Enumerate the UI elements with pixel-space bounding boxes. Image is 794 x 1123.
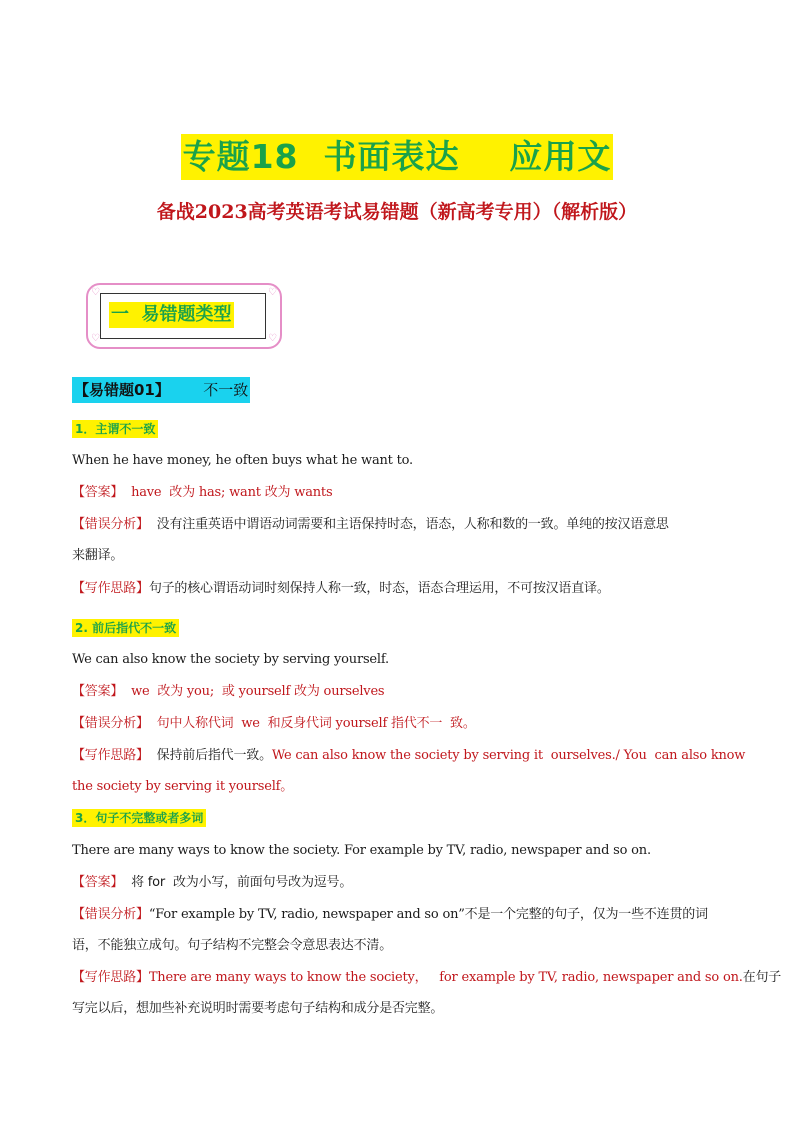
thinking-label: 【写作思路】 bbox=[72, 581, 149, 596]
answer-line bbox=[72, 484, 732, 502]
heart-icon: ♡ bbox=[268, 287, 277, 298]
thinking-example: There are many ways to know the society， for example by TV, radio, newspaper and so on. bbox=[148, 970, 743, 985]
error-item-number: 【易错题01】 bbox=[74, 381, 170, 399]
answer-text: we 改为 you; 或 yourself 改为 ourselves bbox=[123, 684, 385, 699]
answer-label: 【答案】 bbox=[72, 485, 124, 500]
answer-text: 将 for 改为小写，前面句号改为逗号。 bbox=[123, 875, 353, 890]
analysis-text: “For example by TV, radio, newspaper and so on”不是一个完整的句子，仅为一些不连贯的词 bbox=[148, 907, 708, 922]
thinking-line bbox=[72, 747, 746, 765]
analysis-line bbox=[72, 516, 732, 534]
section-heading: 2. 前后指代不一致 bbox=[72, 619, 179, 637]
example-sentence: We can also know the society by serving yourself. bbox=[72, 652, 389, 667]
thinking-label: 【写作思路】 bbox=[72, 970, 149, 985]
thinking-line bbox=[72, 969, 782, 987]
analysis-line-continued: 语，不能独立成句。句子结构不完整会令意思表达不清。 bbox=[72, 938, 393, 953]
answer-label: 【答案】 bbox=[72, 684, 124, 699]
thinking-line-continued: the society by serving it yourself。 bbox=[72, 779, 294, 794]
analysis-label: 【错误分析】 bbox=[72, 517, 149, 532]
heart-icon: ♡ bbox=[91, 287, 100, 298]
analysis-text: 句中人称代词 we 和反身代词 yourself 指代不一 致。 bbox=[148, 716, 476, 731]
analysis-label: 【错误分析】 bbox=[72, 716, 149, 731]
error-item-title bbox=[72, 377, 250, 403]
heart-icon: ♡ bbox=[91, 333, 100, 344]
example-sentence: There are many ways to know the society. For example by TV, radio, newspaper and so on. bbox=[72, 843, 651, 858]
section-heading: 3．句子不完整或者多词 bbox=[72, 809, 206, 827]
answer-text: have 改为 has; want 改为 wants bbox=[123, 485, 333, 500]
title-block bbox=[0, 134, 794, 180]
analysis-line bbox=[72, 906, 732, 924]
section-type-label: 一 易错题类型 bbox=[109, 302, 234, 328]
thinking-line-continued: 写完以后，想加些补充说明时需要考虑句子结构和成分是否完整。 bbox=[72, 1001, 444, 1016]
error-item-topic: 不一致 bbox=[169, 381, 249, 399]
heart-icon: ♡ bbox=[268, 333, 277, 344]
example-sentence: When he have money, he often buys what he want to. bbox=[72, 453, 413, 468]
thinking-text: 在句子 bbox=[742, 970, 782, 985]
analysis-label: 【错误分析】 bbox=[72, 907, 149, 922]
page-title: 专题18 书面表达 应用文 bbox=[181, 134, 614, 180]
thinking-example: We can also know the society by serving it ourselves./ You can also know bbox=[271, 748, 746, 763]
page-subtitle: 备战2023高考英语考试易错题（新高考专用）（解析版） bbox=[156, 201, 638, 223]
decorative-frame bbox=[86, 283, 282, 349]
analysis-line bbox=[72, 715, 732, 733]
answer-label: 【答案】 bbox=[72, 875, 124, 890]
answer-line bbox=[72, 683, 732, 701]
thinking-label: 【写作思路】 bbox=[72, 748, 149, 763]
analysis-text: 没有注重英语中谓语动词需要和主语保持时态，语态，人称和数的一致。单纯的按汉语意思 bbox=[148, 517, 669, 532]
answer-line bbox=[72, 874, 732, 892]
thinking-text: 句子的核心谓语动词时刻保持人称一致，时态，语态合理运用，不可按汉语直译。 bbox=[148, 581, 610, 596]
section-heading: 1．主谓不一致 bbox=[72, 420, 158, 438]
frame-inner-box bbox=[100, 293, 266, 339]
thinking-text: 保持前后指代一致。 bbox=[148, 748, 272, 763]
thinking-line bbox=[72, 580, 732, 598]
analysis-line-continued: 来翻译。 bbox=[72, 548, 124, 563]
